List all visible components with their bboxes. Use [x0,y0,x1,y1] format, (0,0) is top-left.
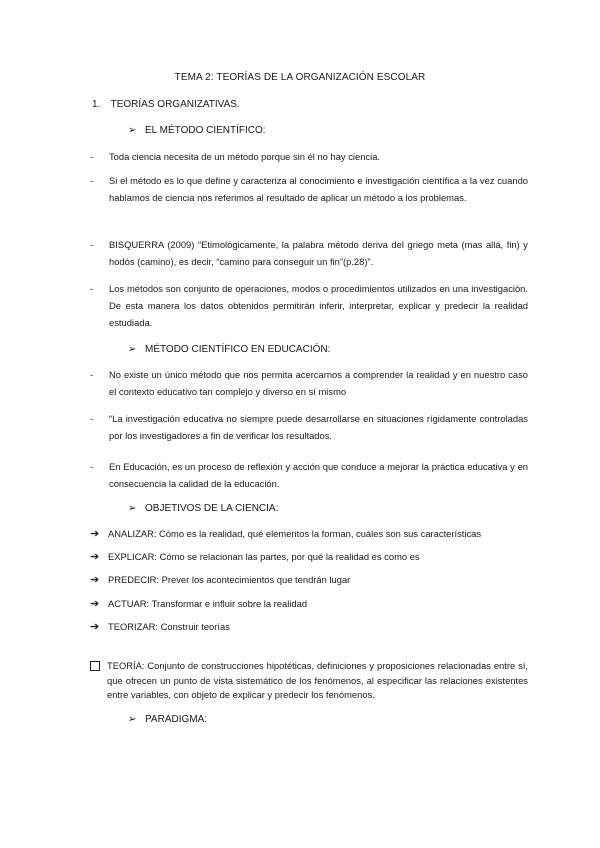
list-item [90,148,528,165]
list-item [90,458,528,492]
list-item-text: En Educación, es un proceso de reflexión y acción que conduce a mejorar la práctica educativa y en consecuencia la calidad de la educación. [109,461,528,489]
list-item-text: Si el método es lo que define y caracteriza al conocimiento e investigación científica a la vez cuando hablamos de ciencia nos referimos al resultado de aplicar un método a los problemas. [109,175,528,203]
checkbox-square-icon [90,661,100,671]
subheading-label: EL MÉTODO CIENTÍFICO: [145,125,266,136]
objective-text: EXPLICAR: Cómo se relacionan las partes, por qué la realidad es como es [108,551,420,562]
subheading-label: PARADIGMA: [145,714,208,725]
dash-bullet: - [90,151,94,162]
objective-text: ANALIZAR: Cómo es la realidad, qué elementos la forman, cuáles son sus características [108,528,482,539]
objective-item [90,597,307,611]
arrowhead-bullet-icon: ➢ [128,714,137,725]
objective-item [90,550,420,564]
dash-bullet: - [90,461,94,472]
teoria-text: TEORÍA: Conjunto de construcciones hipotéticas, definiciones y proposiciones relacionadas entre sí, que ofrecen un punto de vista sistemático de los fenómenos, al especificar las relaciones existentes entre variables, con objeto de explicar y predecir los fenómenos. [107,660,528,700]
subheading-label: OBJETIVOS DE LA CIENCIA: [145,503,279,514]
arrowhead-bullet-icon: ➢ [128,503,137,514]
objective-text: ACTUAR: Transformar e influir sobre la realidad [108,598,308,609]
list-item [90,280,528,331]
dash-bullet: - [90,239,94,250]
teoria-definition [90,659,528,703]
arrowhead-bullet-icon: ➢ [128,125,137,136]
dash-bullet: - [90,369,94,380]
list-item-text: Los métodos son conjunto de operaciones, modos o procedimientos utilizados en una investigación. De esta manera los datos obtenidos permitirán inferir, interpretar, explicar y predecir la realidad estudiada. [109,283,528,328]
list-item-text: No existe un único método que nos permita acercarnos a comprender la realidad y en nuestro caso el contexto educativo tan complejo y diverso en sí mismo [109,369,528,397]
list-item [90,410,528,444]
objective-text: TEORIZAR: Construir teorías [108,621,230,632]
subheading-educacion [128,344,330,355]
arrowhead-bullet-icon: ➢ [128,344,137,355]
objective-item [90,620,230,634]
subheading-objetivos [128,503,278,514]
objective-item [90,527,481,541]
list-item [90,366,528,400]
right-arrow-icon: ➔ [90,528,100,540]
right-arrow-icon: ➔ [90,621,100,633]
subheading-paradigma [128,714,207,725]
dash-bullet: - [90,413,94,424]
right-arrow-icon: ➔ [90,598,100,610]
objective-text: PREDECIR: Prever los acontecimientos que tendrán lugar [108,574,351,585]
section-heading [92,99,240,110]
objective-item [90,573,350,587]
subheading-label: MÉTODO CIENTÍFICO EN EDUCACIÓN: [145,344,331,355]
section-number: 1. [92,99,101,110]
list-item [90,236,528,270]
right-arrow-icon: ➔ [90,574,100,586]
list-item-text: “La investigación educativa no siempre puede desarrollarse en situaciones rígidamente controladas por los investigadores a fin de verificar los resultados. [109,413,528,441]
section-label: TEORÍAS ORGANIZATIVAS. [110,99,240,110]
document-title: TEMA 2: TEORÍAS DE LA ORGANIZACIÓN ESCOLAR [174,72,426,83]
dash-bullet: - [90,283,94,294]
list-item-text: Toda ciencia necesita de un método porque sin él no hay ciencia. [109,151,381,162]
dash-bullet: - [90,175,94,186]
list-item [90,172,528,206]
subheading-metodo [128,125,266,136]
right-arrow-icon: ➔ [90,551,100,563]
list-item-text: BISQUERRA (2009) “Etimológicamente, la palabra método deriva del griego meta (mas allá, fin) y hodós (camino), es decir, “camino para conseguir un fin”(p.28)”. [109,239,528,267]
